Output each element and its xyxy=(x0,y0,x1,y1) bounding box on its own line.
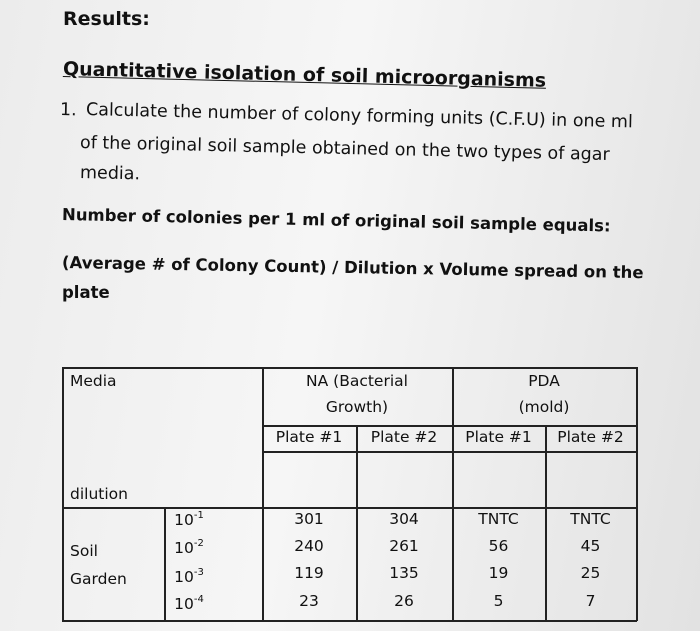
table-line-dilution xyxy=(62,507,637,509)
table-cell: 23 xyxy=(299,592,319,610)
table-line-plate-top xyxy=(262,425,637,427)
table-cell: 45 xyxy=(580,537,601,555)
question-line-2: of the original soil sample obtained on the two types of agar xyxy=(79,133,610,166)
dilution-value: $10^{-3}$ xyxy=(174,567,204,587)
dilution-value: $10^{-1}$ xyxy=(174,510,204,530)
table-cell: 119 xyxy=(294,564,324,582)
table-line-plate-bottom xyxy=(262,451,637,453)
table-cell: 25 xyxy=(580,564,601,582)
table-border-bottom xyxy=(62,620,637,622)
plate-header-pda-1: Plate #1 xyxy=(465,428,532,446)
table-cell: 261 xyxy=(389,537,419,555)
soil-label-line-1: Soil xyxy=(70,542,98,560)
table-border-right xyxy=(636,367,638,621)
media-label: Media xyxy=(70,372,117,390)
table-cell: 240 xyxy=(294,537,324,555)
table-cell: TNTC xyxy=(478,510,519,528)
question-line-1: Calculate the number of colony forming units (C.F.U) in one ml xyxy=(85,100,634,133)
formula-heading: Number of colonies per 1 ml of original soil sample equals: xyxy=(61,205,611,236)
formula-line-1: (Average # of Colony Count) / Dilution x Volume spread on the xyxy=(61,253,644,283)
table-cell: 19 xyxy=(488,564,509,582)
soil-label-line-2: Garden xyxy=(70,570,127,588)
table-cell: 5 xyxy=(493,592,504,610)
formula-line-2: plate xyxy=(62,283,110,302)
plate-header-na-2: Plate #2 xyxy=(370,428,438,446)
table-cell: TNTC xyxy=(570,510,611,528)
results-heading: Results: xyxy=(63,8,150,30)
table-border-top xyxy=(62,367,637,369)
table-cell: 26 xyxy=(394,592,414,610)
table-cell: 7 xyxy=(585,592,596,610)
table-cell: 301 xyxy=(294,510,324,528)
section-title: Quantitative isolation of soil microorganisms xyxy=(62,58,547,92)
question-line-3: media. xyxy=(79,163,141,185)
dilution-value: $10^{-4}$ xyxy=(174,594,204,614)
table-cell: 304 xyxy=(389,510,419,528)
plate-header-pda-2: Plate #2 xyxy=(557,428,624,446)
plate-header-na-1: Plate #1 xyxy=(275,428,343,446)
question-number: 1. xyxy=(59,100,77,121)
table-cell: 56 xyxy=(488,537,509,555)
na-header-line-2: Growth) xyxy=(325,398,389,416)
pda-header-line-1: PDA xyxy=(528,372,560,390)
na-header-line-1: NA (Bacterial xyxy=(306,372,408,390)
pda-header-line-2: (mold) xyxy=(518,398,570,416)
dilution-label: dilution xyxy=(70,485,128,503)
dilution-value: $10^{-2}$ xyxy=(174,538,204,558)
table-cell: 135 xyxy=(389,564,419,582)
table-border-left xyxy=(62,367,64,621)
